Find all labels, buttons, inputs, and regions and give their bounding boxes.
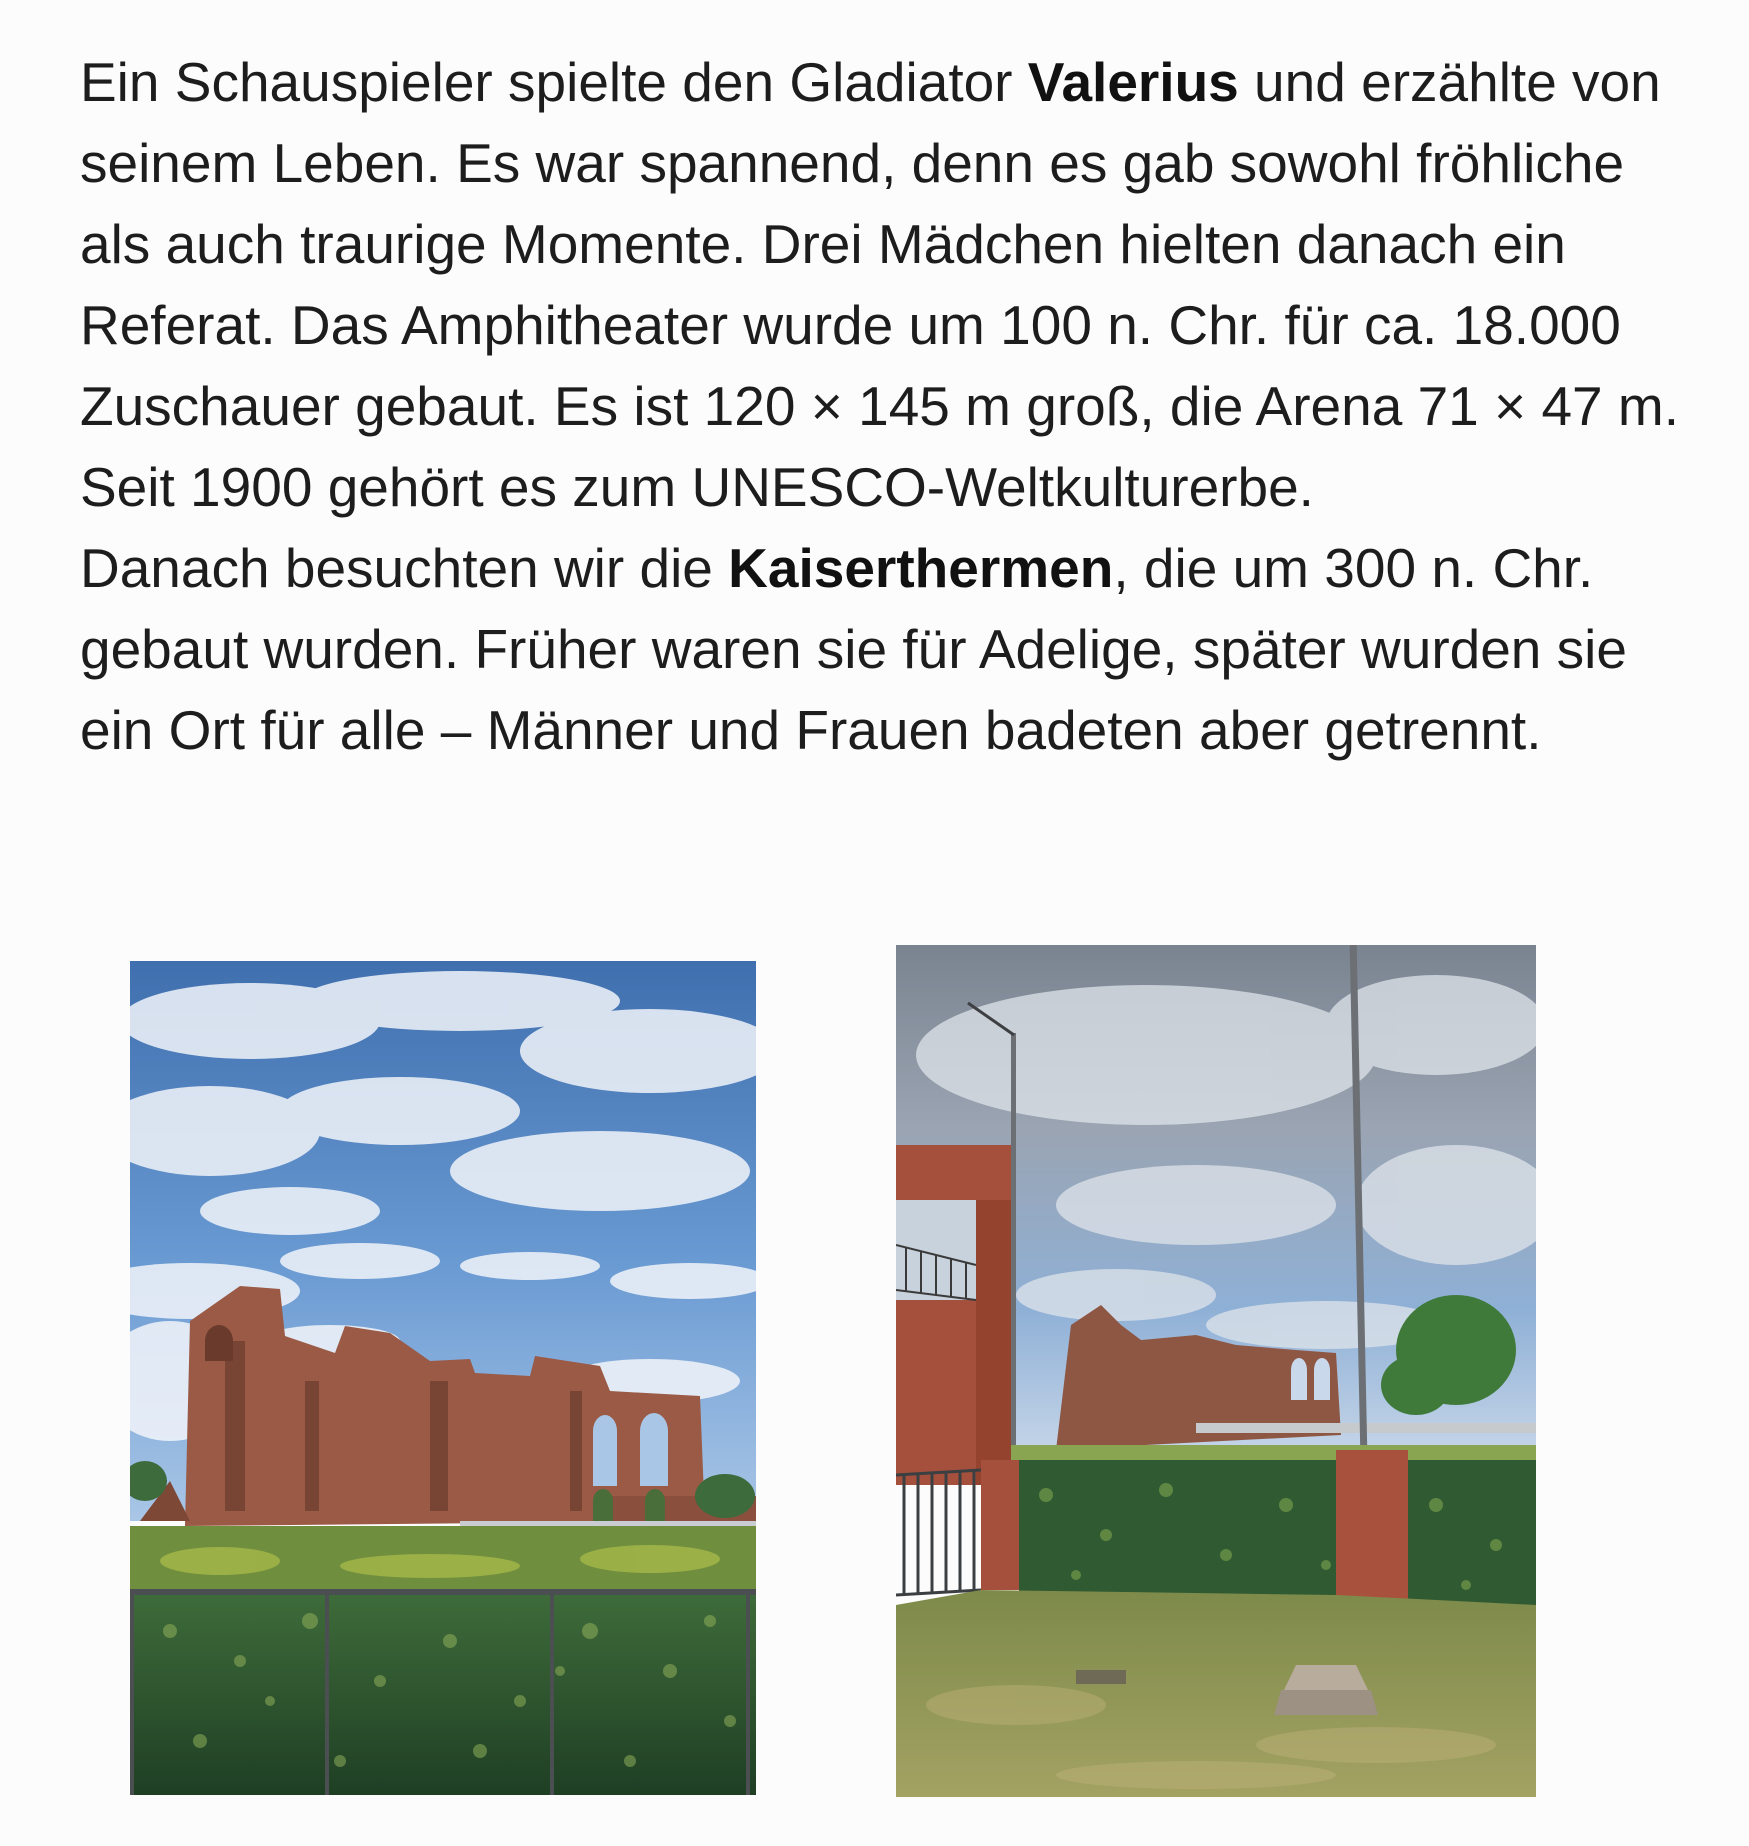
photo-courtyard-flagpoles: [896, 945, 1536, 1797]
hedge-left: [1019, 1460, 1356, 1595]
hedge-right: [1408, 1460, 1536, 1605]
paragraph-amphitheater-rest: und erzählte von seinem Leben. Es war spannend, denn es gab sowohl fröhliche als auch traurige Momente. Drei Mädchen hielten danach ein Referat. Das Amphitheater wurde um 100 n. Chr. für ca. 18.000 Zuschauer gebaut. Es ist 120 × 145 m groß, die Arena 71 × 47 m. Seit 1900 gehört es zum UNESCO-Weltkulturerbe.: [80, 51, 1680, 518]
drain-grate: [1076, 1670, 1126, 1684]
highlight-valerius: Valerius: [1027, 51, 1239, 113]
paragraph-kaiserthermen-start: Danach besuchten wir die: [80, 537, 729, 599]
paragraph-amphitheater-start: Ein Schauspieler spielte den Gladiator: [80, 51, 1028, 113]
article-text: [80, 42, 1700, 771]
brick-pillar-right: [1336, 1450, 1408, 1605]
gate: [896, 1470, 981, 1595]
ruins-photo-illustration: [130, 961, 756, 1795]
paragraph-kaiserthermen-rest: , die um 300 n. Chr. gebaut wurden. Früher waren sie für Adelige, später wurden sie ein Ort für alle – Männer und Frauen badeten aber getrennt.: [80, 537, 1627, 761]
courtyard-photo-illustration: [896, 945, 1536, 1797]
fence-rail: [130, 1589, 756, 1595]
hedge: [130, 1595, 756, 1795]
paragraph-amphitheater: [80, 42, 1700, 528]
highlight-kaiserthermen: Kaiserthermen: [728, 537, 1114, 599]
photo-kaiserthermen-ruins: [130, 961, 756, 1795]
brick-building: [896, 1145, 1011, 1485]
paragraph-kaiserthermen: [80, 528, 1700, 771]
flagpole-left: [1011, 1033, 1016, 1483]
brick-pillar-left: [981, 1460, 1019, 1590]
